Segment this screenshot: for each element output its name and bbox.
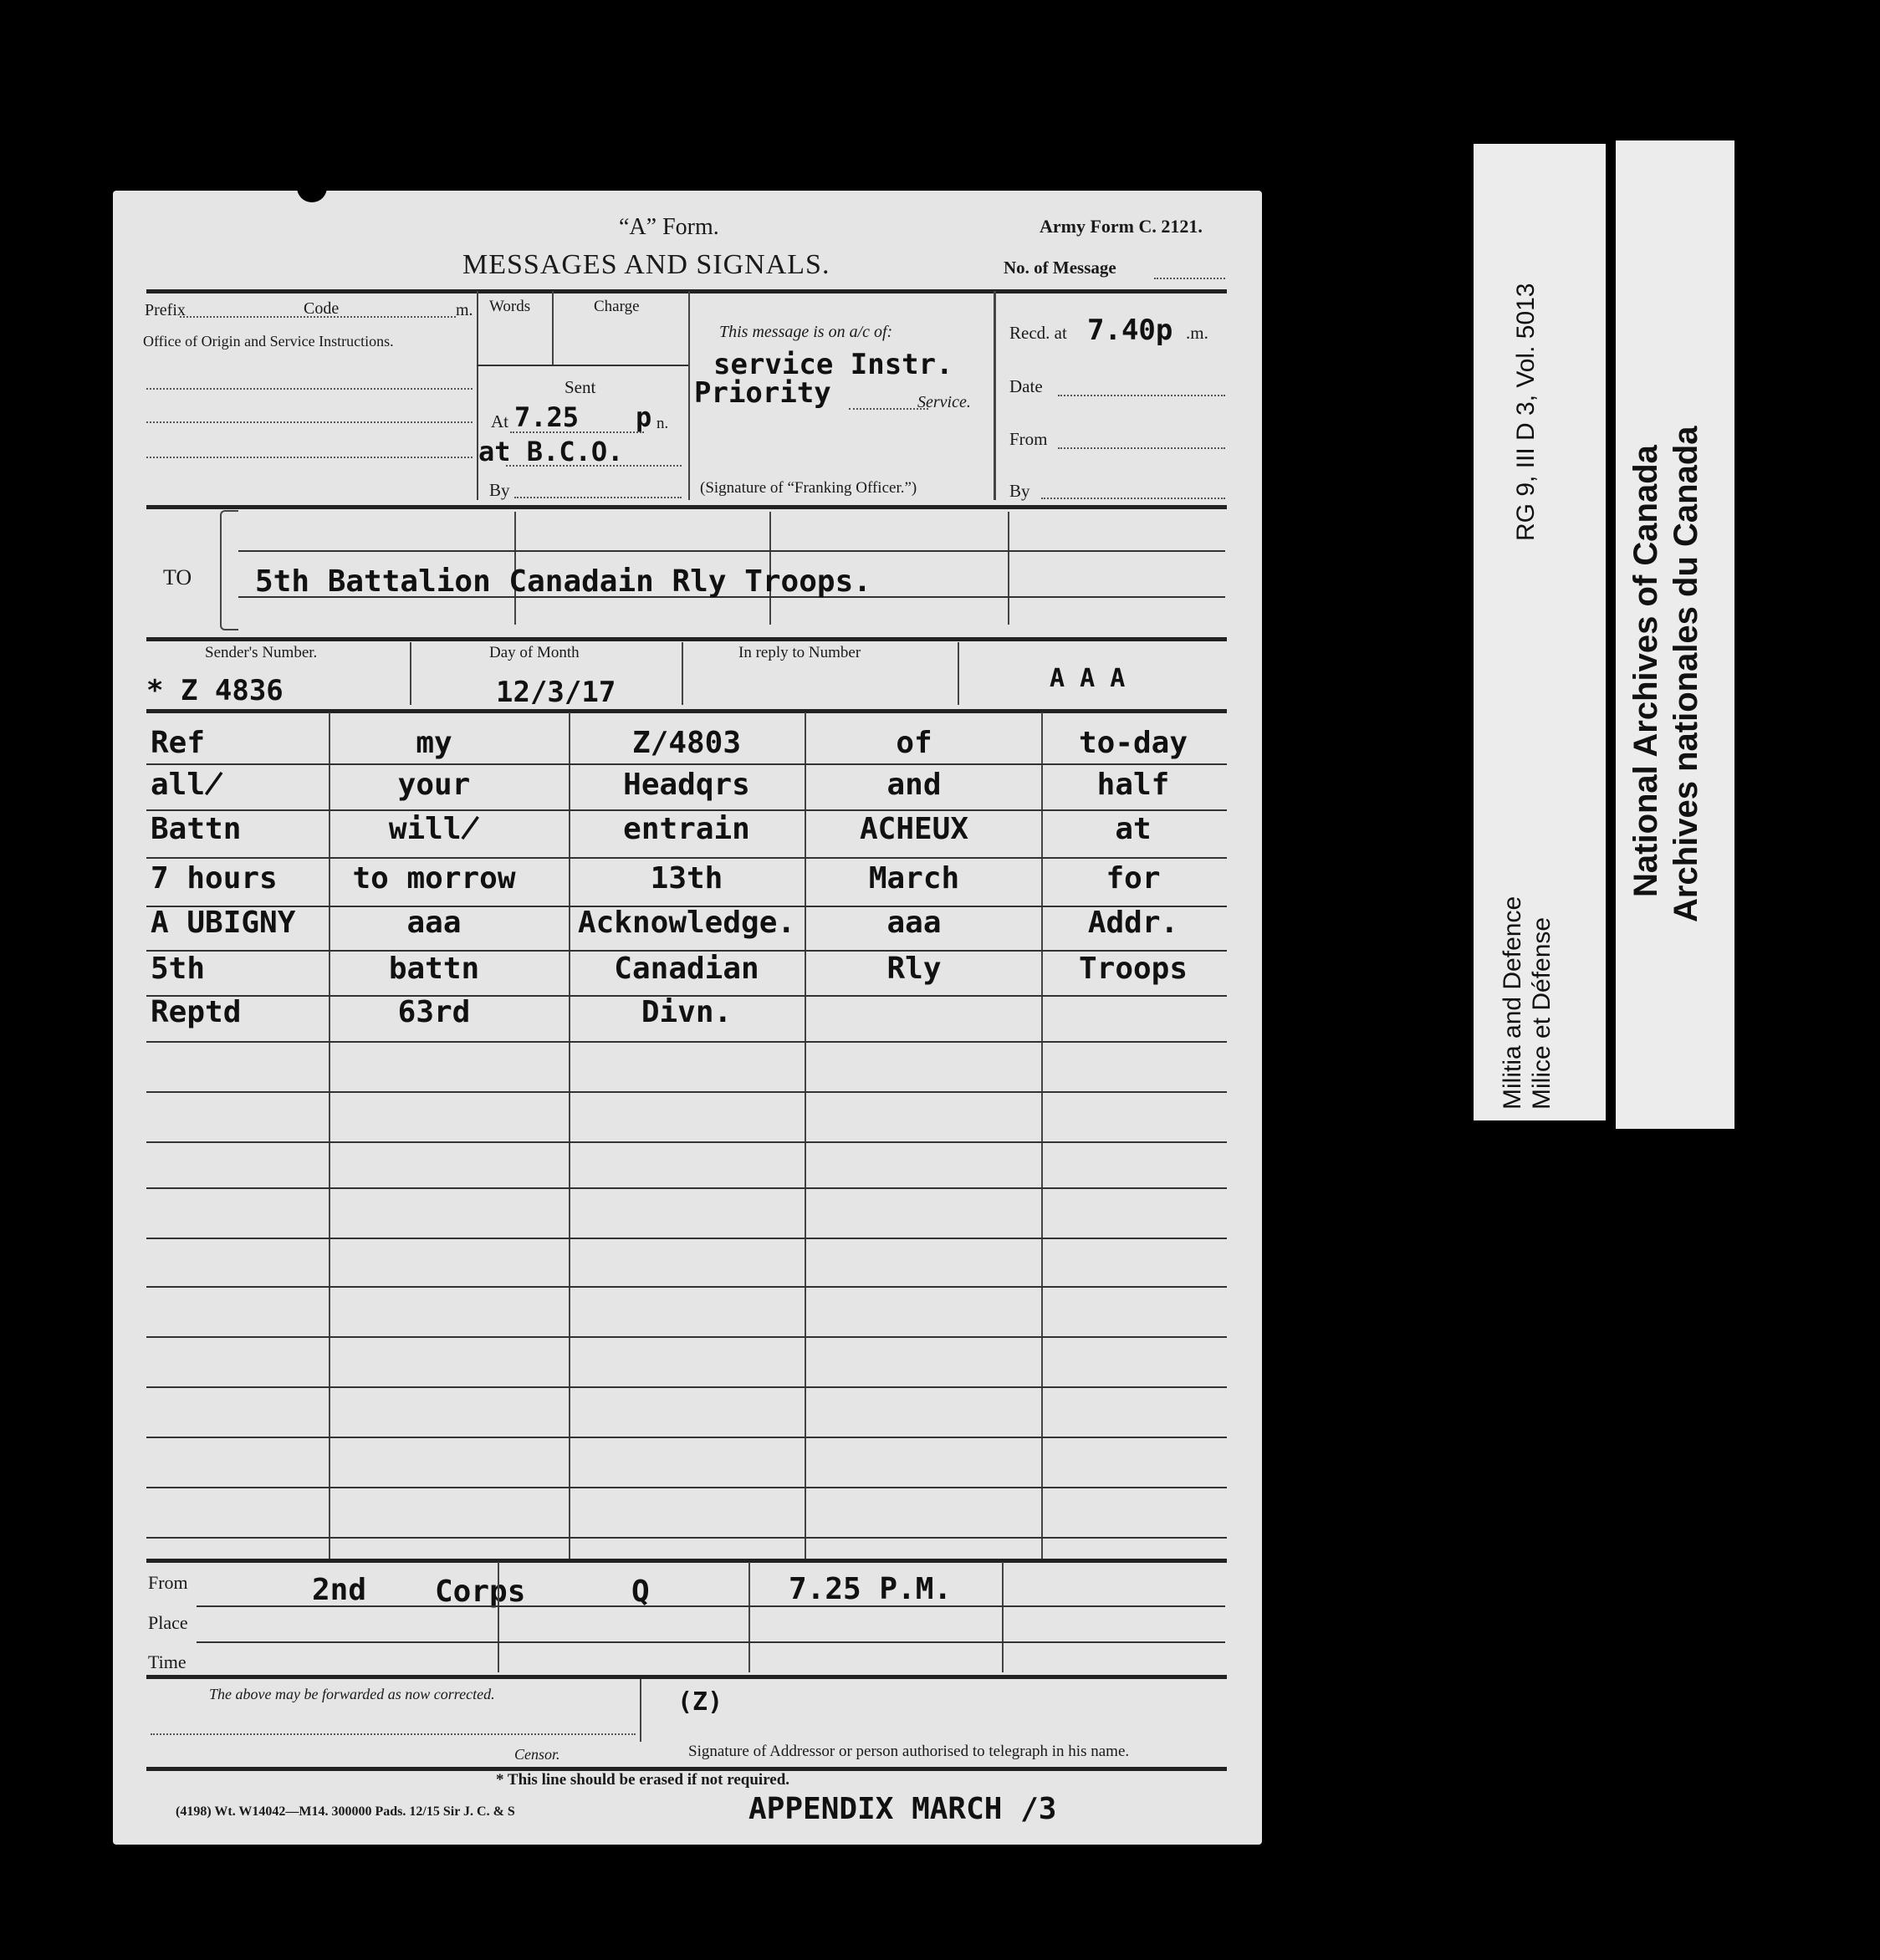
from-label: From (1009, 429, 1048, 449)
footer-from-label: From (148, 1572, 188, 1593)
sent-place: at B.C.O. (478, 436, 624, 467)
archive-reference: RG 9, III D 3, Vol. 5013 (1512, 283, 1540, 541)
service-label: Service. (917, 393, 971, 411)
message-word-r4-c5: for (1106, 861, 1161, 896)
nac-name-fr: Archives nationales du Canada (1668, 426, 1704, 922)
z-mark: (Z) (677, 1687, 723, 1717)
message-word-r2-c3: Headqrs (623, 768, 750, 802)
no-of-message-label: No. of Message (1004, 258, 1116, 278)
archive-title-card (1616, 140, 1734, 1129)
message-word-r4-c3: 13th (650, 861, 723, 896)
message-word-r6-c2: battn (388, 952, 480, 986)
message-word-r2-c1: all̸ (151, 768, 223, 802)
to-label: TO (163, 565, 192, 590)
ruled-line (146, 1187, 1227, 1189)
message-word-r6-c4: Rly (886, 952, 942, 986)
code-label: Code (304, 299, 340, 318)
this-message-label: This message is on a/c of: (719, 323, 893, 341)
aaa-header: A A A (1050, 664, 1126, 693)
message-word-r1-c2: my (416, 726, 452, 760)
day-of-month: 12/3/17 (496, 676, 616, 709)
message-word-r1-c3: Z/4803 (631, 726, 742, 760)
recd-time: 7.40p (1087, 314, 1173, 347)
at-label: At (491, 411, 508, 431)
message-word-r3-c1: Battn (151, 812, 242, 846)
ruled-line (146, 1537, 1227, 1539)
appendix-stamp: APPENDIX MARCH /3 (748, 1792, 1057, 1826)
message-word-r7-c2: 63rd (397, 995, 471, 1029)
message-word-r2-c2: your (397, 768, 471, 802)
message-word-r7-c1: Reptd (151, 995, 242, 1029)
ruled-line (146, 1437, 1227, 1438)
ruled-line (146, 857, 1227, 859)
sent-pm: p (636, 401, 652, 433)
office-origin-label: Office of Origin and Service Instructions. (143, 333, 394, 350)
ruled-line (146, 1041, 1227, 1043)
message-word-r5-c5: Addr. (1087, 906, 1179, 940)
date-label: Date (1009, 376, 1043, 396)
message-word-r5-c4: aaa (886, 906, 942, 940)
ruled-line (146, 1238, 1227, 1239)
message-word-r4-c4: March (868, 861, 960, 896)
to-recipient: 5th Battalion Canadain Rly Troops. (255, 564, 871, 599)
message-word-r5-c3: Acknowledge. (577, 906, 796, 940)
in-reply-label: In reply to Number (738, 644, 861, 661)
archive-reference-card (1474, 144, 1606, 1120)
from-value-3: Q (631, 1575, 650, 1609)
words-label: Words (489, 298, 531, 315)
ruled-line (146, 1336, 1227, 1338)
footer-time-label: Time (148, 1651, 186, 1672)
message-form (113, 191, 1262, 1845)
m-label: m. (456, 301, 473, 319)
ruled-line (146, 1487, 1227, 1488)
printer-imprint: (4198) Wt. W14042—M14. 300000 Pads. 12/15 Sir J. C. & S (176, 1804, 515, 1819)
service-instr: service Instr. (713, 348, 953, 381)
charge-label: Charge (594, 298, 640, 315)
footer-place-label: Place (148, 1612, 188, 1633)
from-value-2: Corps (435, 1575, 526, 1609)
by2-label: By (1009, 481, 1030, 501)
message-word-r6-c5: Troops (1078, 952, 1188, 986)
priority: Priority (694, 376, 831, 410)
by-label: By (489, 480, 510, 500)
franking-label: (Signature of “Franking Officer.”) (700, 479, 917, 497)
ruled-line (146, 1141, 1227, 1143)
message-word-r6-c3: Canadian (614, 952, 759, 986)
recd-m: .m. (1186, 323, 1208, 343)
department-fr: Milice et Défense (1528, 916, 1556, 1110)
ruled-line (146, 809, 1227, 811)
message-word-r1-c5: to-day (1078, 726, 1188, 760)
form-title: MESSAGES AND SIGNALS. (462, 249, 830, 280)
day-of-month-label: Day of Month (489, 644, 580, 661)
ruled-line (146, 1286, 1227, 1288)
from-time: 7.25 P.M. (789, 1572, 953, 1606)
department-en: Militia and Defence (1499, 896, 1526, 1110)
message-word-r3-c3: entrain (623, 812, 750, 846)
message-word-r2-c5: half (1096, 768, 1170, 802)
message-word-r7-c3: Divn. (641, 995, 733, 1029)
senders-number: * Z 4836 (146, 674, 284, 707)
forwarded-note: The above may be forwarded as now corrected. (209, 1686, 495, 1702)
senders-number-label: Sender's Number. (205, 644, 318, 661)
ruled-line (146, 763, 1227, 765)
censor-label: Censor. (514, 1746, 560, 1763)
message-word-r4-c1: 7 hours (151, 861, 278, 896)
nac-name-en: National Archives of Canada (1627, 445, 1664, 897)
signature-addressor-label: Signature of Addressor or person authorised to telegraph in his name. (688, 1743, 1130, 1760)
message-word-r3-c4: ACHEUX (859, 812, 969, 846)
recd-at-label: Recd. at (1009, 323, 1067, 343)
sent-n: n. (656, 415, 669, 432)
message-word-r3-c5: at (1115, 812, 1152, 846)
form-name: “A” Form. (619, 214, 719, 240)
message-word-r2-c4: and (886, 768, 942, 802)
sent-time: 7.25 (514, 401, 580, 433)
message-word-r1-c4: of (896, 726, 932, 760)
from-value-1: 2nd (312, 1573, 367, 1607)
message-word-r4-c2: to morrow (352, 861, 516, 896)
message-word-r3-c2: will̸ (388, 812, 480, 846)
message-word-r1-c1: Ref (151, 726, 206, 760)
message-word-r5-c2: aaa (406, 906, 462, 940)
message-word-r5-c1: A UBIGNY (151, 906, 296, 940)
ruled-line (146, 1091, 1227, 1093)
sent-label: Sent (565, 377, 596, 397)
message-word-r6-c1: 5th (151, 952, 206, 986)
army-form-number: Army Form C. 2121. (1040, 216, 1203, 237)
erased-note: * This line should be erased if not required. (496, 1771, 790, 1789)
ruled-line (146, 1386, 1227, 1388)
prefix-label: Prefix (145, 301, 186, 319)
